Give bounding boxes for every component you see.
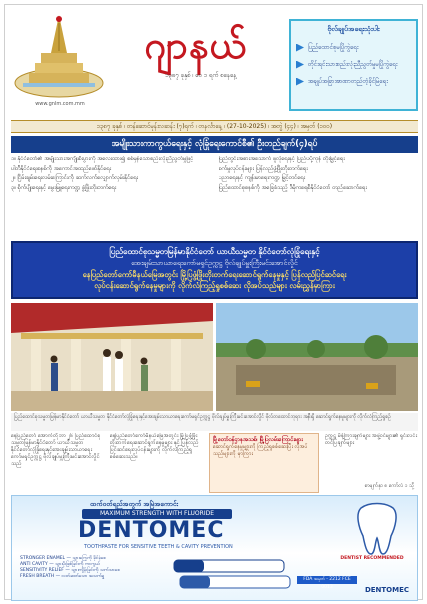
ad-logo: DENTOMEC (364, 586, 409, 594)
story-inset-box (209, 433, 319, 493)
headline-line-1: ပြည်ထောင်စုသမ္မတမြန်မာနိုင်ငံတော် ယာယီသမ္မတ နိုင်ငံတော်လုံခြုံရေးနှင့် (109, 247, 320, 256)
ad-tagline: ထက်ဝတ်ရည်အတွက် အမြဲအကောင်း (90, 500, 179, 508)
headline-line-4: လုပ်ငန်းဆောင်ရွက်နေမှုများကို လိုက်လံကြည့်ရှုစစ်ဆေး လိုအပ်သည်များ လမ်းညွှန်မှာကြား (94, 281, 335, 290)
headline-line-3: နေပြည်တော်ကော်မီနယ်မြေအတွင်း မြို့ပြဖွံ့ဖြိုးတိုးတက်ရေးဆောင်ရွက်နေမှုနှင့် ပြန်လည်ပြင်ဆင်ရေး (82, 270, 347, 279)
photo-site-illustration (216, 303, 418, 411)
arrow-bullet-icon (296, 44, 304, 52)
ad-benefit: ANTI CAVITY — သွားပိုးဖြစ်ခြင်းကို ကာကွယ် (20, 562, 100, 567)
dentomec-advertisement[interactable] (11, 495, 418, 601)
paragraph: ၁။ နိုင်ငံတော်၏ အမျိုးသားအကျိုးစီးပွားကို အလေးထား၍ စစ်မှန်သောစည်းလုံးညီညွတ်မှုဖြင့် (11, 156, 194, 162)
continued-note[interactable]: စာမျက်နှာ ၈ ကော်လံ ၁ သို့ (364, 483, 414, 489)
headline-line-2: အေးချမ်းသာယာရေးကော်မရှင်ဥက္ကဋ္ဌ ဗိုလ်ချုပ်မှူးကြီးမင်းအောင်လှိုင် (131, 259, 298, 267)
motto-item-text: ပြည်ထောင်စုမပြိုကွဲရေး (308, 44, 359, 51)
inset-body: ဆောင်ရွက်နေမှုများကို ကြည့်ရှုစစ်ဆေးပြီး လိုအပ်သည်များကို မှာကြား (212, 444, 308, 457)
masthead (11, 11, 418, 123)
site-url[interactable]: www.gnlm.com.mm (35, 101, 85, 107)
photo-construction-site[interactable] (216, 303, 418, 411)
motto-item (291, 39, 416, 56)
tooth-icon (353, 502, 401, 556)
ad-benefit-list (20, 556, 170, 580)
motto-box (289, 19, 418, 111)
motto-item-text: တိုင်းရင်းသားစည်းလုံးညီညွတ်မှုမပြိုကွဲရေး (308, 61, 398, 68)
story-column: နေပြည်တော် အောက်တိုဘာ ၂၆ ပြည်ထောင်စုသမ္မတမြန်မာနိုင်ငံတော် ယာယီသမ္မတ နိုင်ငံတော်လုံခြုံရေးနှင့်အေးချမ်းသာယာရေးကော်မရှင်ဥက္ကဋ္ဌ ဗိုလ်ချုပ်မှူးကြီးမင်းအောင်လှိုင်သည် (11, 433, 101, 467)
story-column: ဥက္ကဋ္ဌ မိန့်ကြားချက်များ အဖွဲ့ဝင်များ၏ ရှင်းလင်းတင်ပြချက်များ (325, 433, 417, 446)
ad-strength-banner: MAXIMUM STRENGTH WITH FLUORIDE (82, 509, 232, 519)
paragraph: ပညာရေးနှင့် ကျန်းမာရေးကဏ္ဍ မြှင့်တင်ရေး (218, 175, 306, 181)
motto-item (291, 73, 416, 90)
arrow-bullet-icon (296, 78, 304, 86)
issue-line: ၁၃၈၇ ခုနှစ် ၊ ဝေ ၁ ရက် စနေနေ့ (165, 72, 237, 79)
objectives-columns (11, 156, 418, 236)
ad-benefit: SENSITIVITY RELIEF — သွားကျိန်းခြင်းကို သက်သာစေ (20, 568, 120, 573)
motto-heading: ဗိုလ်ချုပ်အရေးသုံးပါး (327, 25, 380, 33)
newspaper-title: ဂျာနယ် (144, 22, 248, 67)
inset-heading: မြို့တော်ဝန်ဌာနအသစ်၊ မြို့ပြလမ်းကြောင်းများ (212, 437, 303, 443)
lead-story-body (11, 433, 418, 493)
fda-registration: FDA အမှတ် - 2212 FCE 0013 (297, 576, 357, 584)
ad-subtitle: TOOTHPASTE FOR SENSITIVE TEETH & CAVITY PREVENTION (84, 544, 233, 550)
dentist-recommended-badge: DENTIST RECOMMENDED (340, 556, 404, 561)
paragraph: ၂။ ငြိမ်းချမ်းရေးလမ်းကြောင်းကို ဆက်လက်လျှောက်လှမ်းနိုင်ရေး (11, 175, 138, 181)
headline-objectives[interactable]: အမျိုးသားကာကွယ်ရေးနှင့် လုံခြုံရေးကောင်စီ၏ ဦးတည်ချက်(၄)ရပ် (11, 136, 418, 153)
pagoda-logo (13, 13, 105, 99)
ad-benefit: FRESH BREATH — လတ်ဆတ်သော အသက်ရှူ (20, 574, 105, 579)
photo-building-illustration (11, 303, 213, 411)
newspaper-front-page (4, 4, 423, 600)
motto-item-text: အချုပ်အခြာအာဏာတည်တံ့ခိုင်မြဲရေး (308, 78, 388, 85)
paragraph: ပါတီနိုင်ငံရေးစနစ်ကို အကောင်အထည်ဖော်နိုင်ရေး (11, 165, 112, 172)
toothpaste-tubes-icon (172, 554, 292, 594)
motto-item (291, 56, 416, 73)
text-column-right (219, 156, 419, 236)
paragraph: ၃။ စိုက်ပျိုးရေးနှင့် မွေးမြူရေးကဏ္ဍ ဖွံ့ဖြိုးတိုးတက်ရေး (11, 184, 117, 191)
paragraph: စက်မှုလုပ်ငန်းများ ပြန်လည်ဖွံ့ဖြိုးတိုးတက်ရေး (218, 165, 308, 172)
photo-inspection-building[interactable] (11, 303, 213, 411)
ad-benefit: STRONGER ENAMEL — သွားကြွေကို ခိုင်ခံ့စေ (20, 556, 106, 561)
text-column-left (11, 156, 211, 236)
paragraph: ပြည်ထောင်စုစနစ်ကို အခြေခံသည့် ဒီမိုကရေစီနိုင်ငံတော် တည်ဆောက်ရေး (218, 184, 367, 191)
ad-brand: DENTOMEC (78, 518, 225, 543)
dateline: ၁၃၈၇ ခုနှစ် ၊ တန်ဆောင်မုန်းလဆန်း (၇)ရက် ၊ တနင်္လာနေ့ ၊ (27-10-2025) ၊ အတွဲ (၄၄) ၊ အမှတ် (၁၀၀) (11, 120, 418, 133)
photo-caption: ပြည်ထောင်စုသမ္မတမြန်မာနိုင်ငံတော် ယာယီသမ္မတ နိုင်ငံတော်လုံခြုံရေးနှင့်အေးချမ်းသာယာရေးကော်မရှင်ဥက္ကဋ္ဌ ဗိုလ်ချုပ်မှူးကြီးမင်းအောင်လှိုင် ဗိုလ်တထောင်ဘုရား အနီးရှိ ဆောင်ရွက်နေမှုများကို လိုက်လံကြည့်ရှုစဉ် (11, 413, 418, 431)
paragraph: ပြည်တွင်းအစားအသောက် ဖူလုံရေးနှင့် ပြည်ပပို့ကုန် တိုးမြှင့်ရေး (218, 156, 345, 162)
lead-story-headline[interactable] (11, 241, 418, 299)
arrow-bullet-icon (296, 61, 304, 69)
story-column: နေပြည်တော်ကော်မီနယ်မြေအတွင်း မြို့ပြဖွံ့ဖြိုးတိုးတက်ရေးဆောင်ရွက်နေမှုများ နှင့် ပြန်လည်ပြင်ဆင်ရေးလုပ်ငန်းများကို လိုက်လံကြည့်ရှုစစ်ဆေးသည်။ (109, 433, 199, 460)
